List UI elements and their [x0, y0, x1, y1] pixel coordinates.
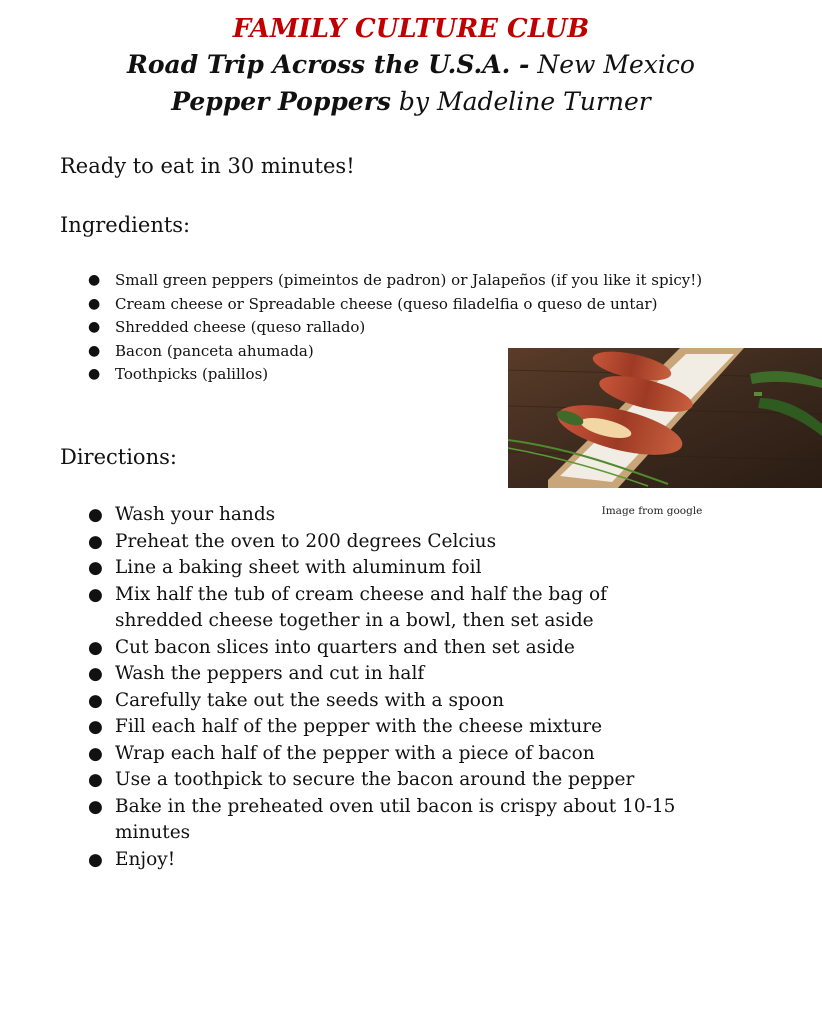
- bullet-icon: ●: [88, 796, 103, 817]
- bullet-icon: ●: [88, 584, 103, 605]
- bullet-icon: ●: [88, 743, 103, 764]
- bullet-icon: ●: [88, 664, 103, 684]
- ingredient-item: ● Bacon (panceta ahumada): [88, 340, 728, 364]
- direction-step: ● Bake in the preheated oven util bacon is crispy about 10-15 minutes: [88, 795, 676, 843]
- bullet-icon: ●: [88, 531, 103, 552]
- directions-heading: Directions:: [60, 445, 177, 469]
- recipe-name: Pepper Poppers: [171, 87, 391, 116]
- club-title: FAMILY CULTURE CLUB: [232, 14, 590, 44]
- directions-list: [88, 502, 688, 873]
- direction-step: ● Wash the peppers and cut in half: [88, 661, 688, 688]
- trip-state: New Mexico: [537, 50, 695, 79]
- bullet-icon: ●: [88, 366, 101, 382]
- direction-step: ● Cut bacon slices into quarters and then set aside: [88, 635, 688, 662]
- trip-title-main: Road Trip Across the U.S.A. -: [127, 50, 530, 79]
- direction-step: ● Wash your hands: [88, 502, 688, 529]
- ingredient-item: ● Shredded cheese (queso rallado): [88, 316, 728, 340]
- ingredient-item: ● Toothpicks (palillos): [88, 363, 728, 387]
- direction-step: ● Line a baking sheet with aluminum foil: [88, 555, 688, 582]
- direction-step: ● Carefully take out the seeds with a spoon: [88, 688, 688, 715]
- photo-caption: Image from google: [601, 505, 703, 517]
- trip-title: [0, 46, 822, 83]
- bullet-icon: ●: [88, 272, 101, 288]
- bullet-icon: ●: [88, 637, 103, 658]
- recipe-author: by Madeline Turner: [398, 87, 651, 116]
- bullet-icon: ●: [88, 770, 103, 790]
- direction-step: ● Wrap each half of the pepper with a piece of bacon: [88, 741, 688, 768]
- bullet-icon: ●: [88, 849, 103, 870]
- bullet-icon: ●: [88, 690, 103, 711]
- bullet-icon: ●: [88, 342, 101, 359]
- ingredient-item: ● Cream cheese or Spreadable cheese (queso filadelfia o queso de untar): [88, 293, 728, 317]
- ingredient-item: ● Small green peppers (pimeintos de padron) or Jalapeños (if you like it spicy!): [88, 269, 728, 293]
- direction-step: ● Fill each half of the pepper with the cheese mixture: [88, 714, 688, 741]
- pepper-poppers-photo: [508, 348, 822, 488]
- ready-time: Ready to eat in 30 minutes!: [60, 154, 355, 178]
- bullet-icon: ●: [88, 319, 101, 335]
- direction-step: ● Enjoy!: [88, 847, 688, 874]
- ingredients-heading: Ingredients:: [60, 213, 191, 237]
- bullet-icon: ●: [88, 717, 103, 737]
- food-illustration: [508, 348, 822, 488]
- bullet-icon: ●: [88, 295, 101, 312]
- header: [0, 12, 822, 120]
- direction-step: ● Mix half the tub of cream cheese and half the bag of shredded cheese together in a bowl, then set aside: [88, 583, 607, 631]
- bullet-icon: ●: [88, 505, 103, 525]
- direction-step: ● Use a toothpick to secure the bacon around the pepper: [88, 767, 688, 794]
- recipe-title: [0, 83, 822, 120]
- bullet-icon: ●: [88, 558, 103, 578]
- direction-step: ● Preheat the oven to 200 degrees Celcius: [88, 529, 688, 556]
